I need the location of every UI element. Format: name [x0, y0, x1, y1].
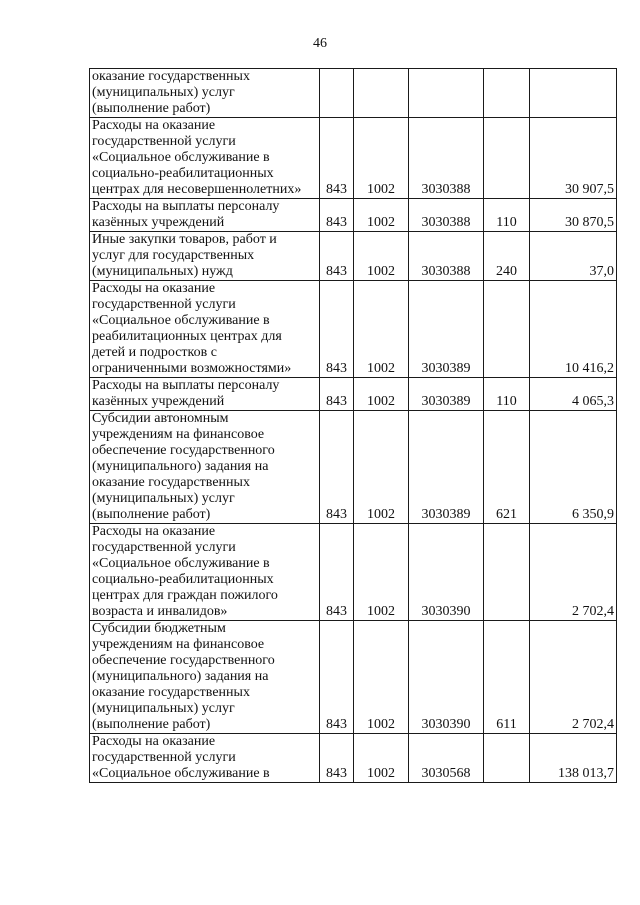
amount-cell	[530, 69, 617, 118]
table-row	[90, 118, 617, 199]
target-article-cell: 3030389	[409, 411, 484, 524]
target-article-cell	[409, 69, 484, 118]
target-article-cell: 3030390	[409, 621, 484, 734]
item-name-cell: Расходы на оказание государственной услуги «Социальное обслуживание в социально-реабилитационных центрах для несовершеннолетних»	[90, 118, 320, 199]
expense-type-cell: 621	[484, 411, 530, 524]
expense-type-cell	[484, 69, 530, 118]
table-row	[90, 281, 617, 378]
expense-type-cell: 611	[484, 621, 530, 734]
amount-cell: 138 013,7	[530, 734, 617, 783]
department-code-cell: 843	[320, 281, 354, 378]
item-name-cell: Расходы на выплаты персоналу казённых учреждений	[90, 199, 320, 232]
department-code-cell: 843	[320, 232, 354, 281]
amount-cell: 30 907,5	[530, 118, 617, 199]
department-code-cell	[320, 69, 354, 118]
amount-cell: 2 702,4	[530, 621, 617, 734]
amount-cell: 37,0	[530, 232, 617, 281]
amount-cell: 2 702,4	[530, 524, 617, 621]
item-name-cell: Субсидии бюджетным учреждениям на финансовое обеспечение государственного (муниципального) задания на оказание государственных (муниципальных) услуг (выполнение работ)	[90, 621, 320, 734]
item-name-cell: оказание государственных (муниципальных) услуг (выполнение работ)	[90, 69, 320, 118]
target-article-cell: 3030389	[409, 281, 484, 378]
section-code-cell: 1002	[354, 524, 409, 621]
section-code-cell: 1002	[354, 378, 409, 411]
section-code-cell: 1002	[354, 411, 409, 524]
section-code-cell: 1002	[354, 199, 409, 232]
budget-table	[89, 68, 617, 783]
item-name-cell: Субсидии автономным учреждениям на финансовое обеспечение государственного (муниципального) задания на оказание государственных (муниципальных) услуг (выполнение работ)	[90, 411, 320, 524]
budget-table-body	[90, 69, 617, 783]
expense-type-cell	[484, 524, 530, 621]
amount-cell: 10 416,2	[530, 281, 617, 378]
target-article-cell: 3030388	[409, 118, 484, 199]
expense-type-cell: 110	[484, 199, 530, 232]
target-article-cell: 3030390	[409, 524, 484, 621]
table-row	[90, 621, 617, 734]
table-row	[90, 734, 617, 783]
page-number: 46	[313, 36, 327, 51]
section-code-cell: 1002	[354, 118, 409, 199]
table-row	[90, 378, 617, 411]
expense-type-cell	[484, 281, 530, 378]
item-name-cell: Расходы на оказание государственной услуги «Социальное обслуживание в социально-реабилитационных центрах для граждан пожилого возраста и инвалидов»	[90, 524, 320, 621]
target-article-cell: 3030389	[409, 378, 484, 411]
section-code-cell: 1002	[354, 232, 409, 281]
table-row	[90, 69, 617, 118]
expense-type-cell: 240	[484, 232, 530, 281]
target-article-cell: 3030568	[409, 734, 484, 783]
table-row	[90, 411, 617, 524]
item-name-cell: Расходы на выплаты персоналу казённых учреждений	[90, 378, 320, 411]
section-code-cell: 1002	[354, 621, 409, 734]
target-article-cell: 3030388	[409, 199, 484, 232]
amount-cell: 30 870,5	[530, 199, 617, 232]
section-code-cell	[354, 69, 409, 118]
item-name-cell: Иные закупки товаров, работ и услуг для государственных (муниципальных) нужд	[90, 232, 320, 281]
department-code-cell: 843	[320, 118, 354, 199]
table-row	[90, 232, 617, 281]
expense-type-cell: 110	[484, 378, 530, 411]
item-name-cell: Расходы на оказание государственной услуги «Социальное обслуживание в	[90, 734, 320, 783]
table-row	[90, 524, 617, 621]
section-code-cell: 1002	[354, 281, 409, 378]
expense-type-cell	[484, 118, 530, 199]
expense-type-cell	[484, 734, 530, 783]
department-code-cell: 843	[320, 411, 354, 524]
item-name-cell: Расходы на оказание государственной услуги «Социальное обслуживание в реабилитационных центрах для детей и подростков с ограниченными возможностями»	[90, 281, 320, 378]
table-row	[90, 199, 617, 232]
department-code-cell: 843	[320, 524, 354, 621]
department-code-cell: 843	[320, 621, 354, 734]
department-code-cell: 843	[320, 378, 354, 411]
department-code-cell: 843	[320, 199, 354, 232]
department-code-cell: 843	[320, 734, 354, 783]
target-article-cell: 3030388	[409, 232, 484, 281]
amount-cell: 4 065,3	[530, 378, 617, 411]
section-code-cell: 1002	[354, 734, 409, 783]
amount-cell: 6 350,9	[530, 411, 617, 524]
